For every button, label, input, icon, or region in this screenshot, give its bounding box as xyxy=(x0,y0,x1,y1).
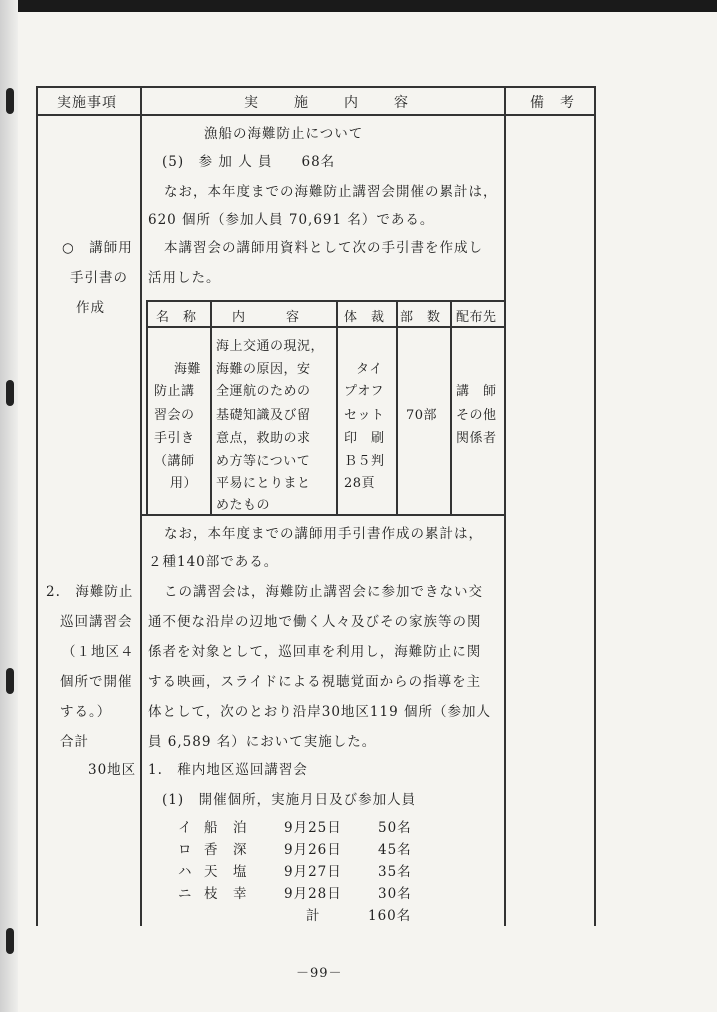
binding-hole xyxy=(6,380,14,406)
left-col-text: する。） xyxy=(60,704,112,720)
left-col-text: 2. 海難防止 xyxy=(46,584,134,600)
header-col-content-char: 内 xyxy=(344,95,359,111)
site-place: 天 塩 xyxy=(204,864,248,880)
site-date: 9月28日 xyxy=(284,886,342,902)
header-col-content-char: 施 xyxy=(294,95,309,111)
subtable-content: 海難の原因，安 xyxy=(216,362,311,377)
content-line: (1) 開催個所，実施月日及び参加人員 xyxy=(162,792,417,808)
site-people: 35名 xyxy=(378,864,412,880)
site-mark: ハ xyxy=(178,864,193,880)
subtable-content: 基礎知識及び留 xyxy=(216,408,311,423)
site-place: 船 泊 xyxy=(204,820,248,836)
subtable-dist: その他 xyxy=(456,408,497,423)
site-mark: ニ xyxy=(178,886,193,902)
subtable-name: 防止講 xyxy=(154,384,195,399)
content-line: この講習会は，海難防止講習会に参加できない交 xyxy=(164,584,483,600)
subtable-header: 名 称 xyxy=(156,310,197,325)
site-mark: イ xyxy=(178,820,193,836)
header-col-remarks-char: 考 xyxy=(560,95,575,111)
site-people: 50名 xyxy=(378,820,412,836)
subtable-name: （講師 xyxy=(154,454,195,469)
content-line: なお，本年度までの海難防止講習会開催の累計は， xyxy=(164,184,498,200)
header-col-action: 実施事項 xyxy=(57,95,117,111)
left-col-text: 手引書の xyxy=(70,270,128,286)
subtable-format: 印 刷 xyxy=(344,431,385,446)
site-date: 9月25日 xyxy=(284,820,342,836)
subtable-format: タイ xyxy=(356,362,383,377)
left-col-text: 個所で開催 xyxy=(60,674,133,690)
left-col-text: ○ 講師用 xyxy=(62,240,133,256)
subtable-header: 部 数 xyxy=(400,310,441,325)
subtable-name: 海難 xyxy=(174,362,202,377)
left-col-text: 巡回講習会 xyxy=(60,614,133,630)
subtable-header: 体 裁 xyxy=(344,310,385,325)
content-line: なお，本年度までの講師用手引書作成の累計は， xyxy=(164,526,483,542)
subtable-count: 70部 xyxy=(406,408,438,423)
left-col-text: 30地区 xyxy=(88,762,137,778)
site-people: 45名 xyxy=(378,842,412,858)
left-col-text: 合計 xyxy=(60,734,89,750)
subtable-name: 手引き xyxy=(154,431,195,446)
binding-hole xyxy=(6,88,14,114)
subtable-format: プオフ xyxy=(344,384,384,399)
site-people: 30名 xyxy=(378,886,412,902)
subtable-content: 全運航のための xyxy=(216,384,311,399)
header-col-content-char: 実 xyxy=(244,95,259,111)
subtable-content: め方等について xyxy=(216,454,311,469)
subtable-content: めたもの xyxy=(216,498,271,513)
binding-hole xyxy=(6,928,14,954)
content-line: ２種140部である。 xyxy=(148,554,279,570)
site-place: 香 深 xyxy=(204,842,248,858)
subtable-dist: 講 師 xyxy=(456,384,497,399)
subtable-format: 28頁 xyxy=(344,476,376,491)
total-label: 計 xyxy=(306,908,321,924)
subtable-format: Ｂ５判 xyxy=(344,454,385,469)
content-line: 本講習会の講師用資料として次の手引書を作成し xyxy=(164,240,483,256)
total-value: 160名 xyxy=(368,908,412,924)
binding-shadow xyxy=(0,0,18,1012)
subtable-name: 用） xyxy=(170,476,198,491)
content-line: 1. 稚内地区巡回講習会 xyxy=(148,762,308,778)
site-mark: ロ xyxy=(178,842,193,858)
content-line: 係者を対象として，巡回車を利用し，海難防止に関 xyxy=(148,644,482,660)
subtable-header: 配布先 xyxy=(456,310,497,325)
content-line: 通不便な沿岸の辺地で働く人々及びその家族等の関 xyxy=(148,614,482,630)
content-line: する映画，スライドによる視聴覚面からの指導を主 xyxy=(148,674,482,690)
binding-hole xyxy=(6,668,14,694)
header-col-remarks-char: 備 xyxy=(530,95,545,111)
subtable-content: 海上交通の現況， xyxy=(216,339,325,354)
site-date: 9月26日 xyxy=(284,842,342,858)
content-line: 員 6,589 名）において実施した。 xyxy=(148,734,377,750)
left-col-text: 作成 xyxy=(76,300,105,316)
subtable-content: 意点，救助の求 xyxy=(216,431,311,446)
content-line: (5) 参 加 人 員 68名 xyxy=(162,154,336,170)
site-date: 9月27日 xyxy=(284,864,342,880)
left-col-text: （１地区４ xyxy=(62,644,135,660)
subtable-dist: 関係者 xyxy=(456,431,497,446)
site-place: 枝 幸 xyxy=(204,886,248,902)
subtable-content: 平易にとりまと xyxy=(216,476,311,491)
subtable-header: 内 容 xyxy=(232,310,300,325)
subtable-format: セット xyxy=(344,408,385,423)
content-line: 活用した。 xyxy=(148,270,221,286)
scan-top-edge xyxy=(0,0,717,12)
content-line: 620 個所（参加人員 70,691 名）である。 xyxy=(148,212,435,228)
subtable-name: 習会の xyxy=(154,408,195,423)
page-number: －99－ xyxy=(296,966,343,981)
content-line: 漁船の海難防止について xyxy=(204,126,364,142)
content-line: 体として，次のとおり沿岸30地区119 個所（参加人 xyxy=(148,704,491,720)
header-col-content-char: 容 xyxy=(394,95,409,111)
